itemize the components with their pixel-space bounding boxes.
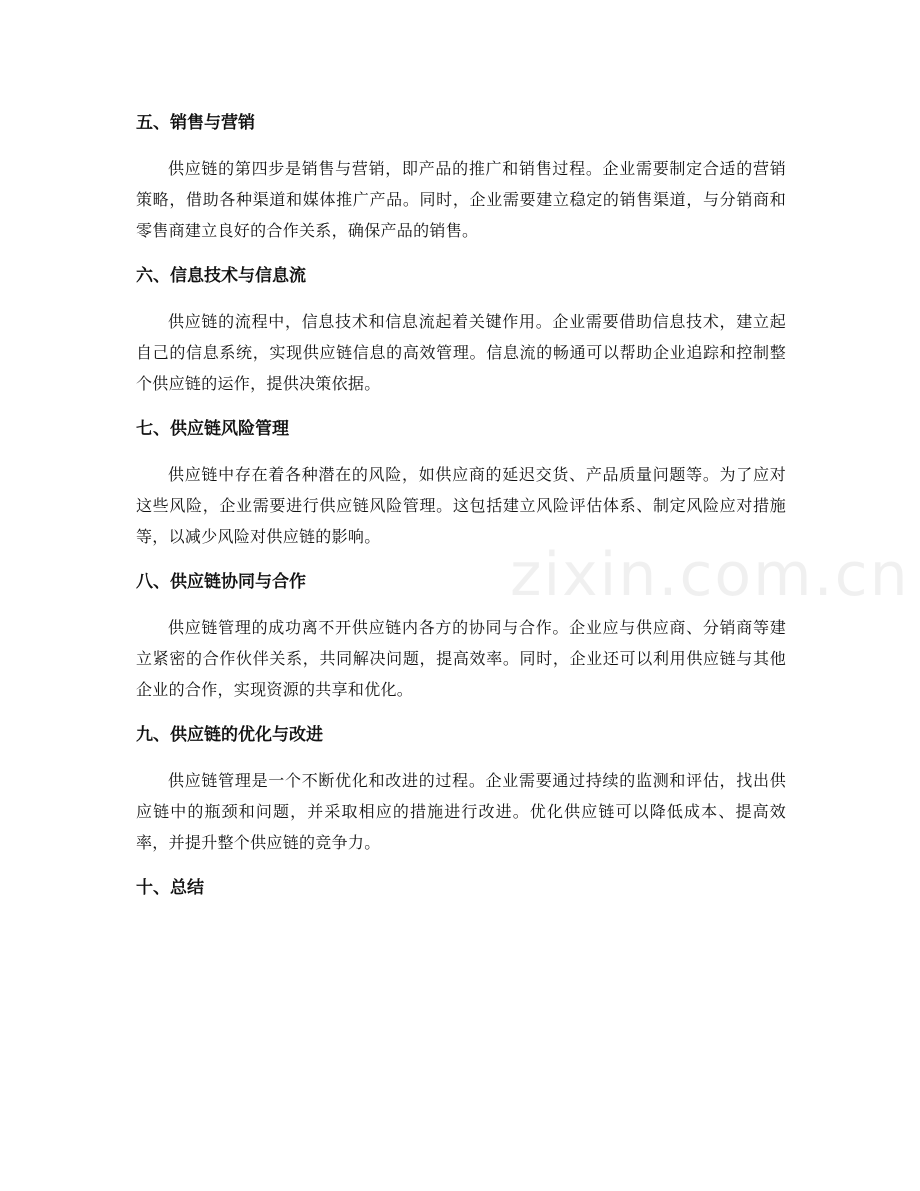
section-paragraph: 供应链管理是一个不断优化和改进的过程。企业需要通过持续的监测和评估，找出供应链中的瓶颈和问题，并采取相应的措施进行改进。优化供应链可以降低成本、提高效率，并提升整个供应链的竞争力。 xyxy=(136,771,786,852)
section-heading: 九、供应链的优化与改进 xyxy=(136,725,323,745)
section-paragraph: 供应链的第四步是销售与营销，即产品的推广和销售过程。企业需要制定合适的营销策略，借助各种渠道和媒体推广产品。同时，企业需要建立稳定的销售渠道，与分销商和零售商建立良好的合作关系，确保产品的销售。 xyxy=(136,159,786,240)
watermark: zixin.com.cn xyxy=(510,540,910,610)
section-information-technology xyxy=(136,256,786,399)
section-optimization xyxy=(136,715,786,858)
section-paragraph: 供应链中存在着各种潜在的风险，如供应商的延迟交货、产品质量问题等。为了应对这些风险，企业需要进行供应链风险管理。这包括建立风险评估体系、制定风险应对措施等，以减少风险对供应链的影响。 xyxy=(136,465,786,546)
section-heading: 七、供应链风险管理 xyxy=(136,419,289,439)
section-paragraph: 供应链的流程中，信息技术和信息流起着关键作用。企业需要借助信息技术，建立起自己的信息系统，实现供应链信息的高效管理。信息流的畅通可以帮助企业追踪和控制整个供应链的运作，提供决策依据。 xyxy=(136,312,786,393)
section-heading: 八、供应链协同与合作 xyxy=(136,572,306,592)
section-collaboration xyxy=(136,562,786,705)
section-heading: 十、总结 xyxy=(136,878,204,898)
section-summary xyxy=(136,868,786,908)
section-heading: 六、信息技术与信息流 xyxy=(136,266,306,286)
section-risk-management xyxy=(136,409,786,552)
section-sales-marketing xyxy=(136,103,786,246)
section-heading: 五、销售与营销 xyxy=(136,113,255,133)
document-body xyxy=(136,103,786,908)
section-paragraph: 供应链管理的成功离不开供应链内各方的协同与合作。企业应与供应商、分销商等建立紧密的合作伙伴关系，共同解决问题，提高效率。同时，企业还可以利用供应链与其他企业的合作，实现资源的共享和优化。 xyxy=(136,618,786,699)
